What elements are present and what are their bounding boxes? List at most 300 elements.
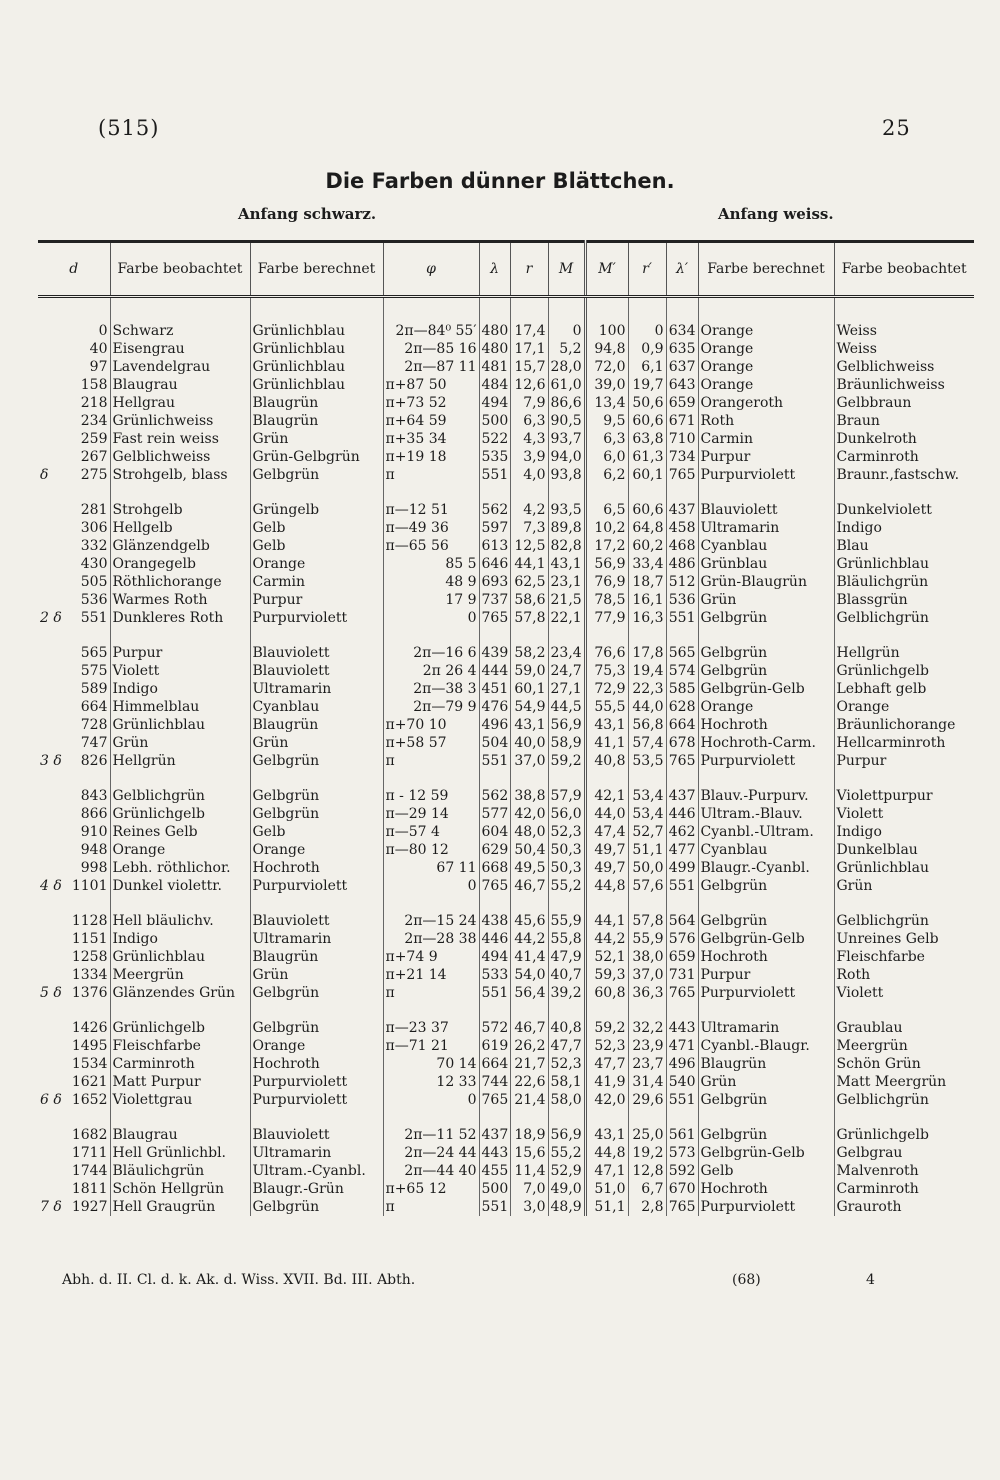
table-cell: π - 12 59 [383, 787, 479, 805]
table-cell: Purpur [250, 591, 383, 609]
table-cell: Hellgrün [834, 644, 974, 662]
table-cell: 40,0 [510, 734, 548, 752]
table-cell: 59,2 [548, 752, 585, 770]
table-cell: π—23 37 [383, 1019, 479, 1037]
table-cell: 60,8 [585, 984, 628, 1002]
table-cell: Orange [698, 358, 834, 376]
table-cell: Grün-Gelbgrün [250, 448, 383, 466]
table-cell: 47,1 [585, 1162, 628, 1180]
table-cell: 19,2 [628, 1144, 666, 1162]
col-header: Farbe berechnet [698, 242, 834, 297]
table-cell: Carmin [250, 573, 383, 591]
table-cell: 52,3 [548, 1055, 585, 1073]
table-cell: Hochroth [250, 859, 383, 877]
table-cell: Unreines Gelb [834, 930, 974, 948]
table-cell: 85 5 [383, 555, 479, 573]
table-cell: 551 [479, 984, 510, 1002]
table-cell: Grauroth [834, 1198, 974, 1216]
page-number-right: 25 [882, 116, 911, 140]
table-cell: 77,9 [585, 609, 628, 627]
table-cell: Gelblichgrün [834, 1091, 974, 1109]
table-row [38, 787, 974, 805]
table-cell: 551 [666, 877, 698, 895]
table-cell: Himmelblau [110, 698, 250, 716]
table-header-row [38, 242, 974, 297]
table-cell: 38,0 [628, 948, 666, 966]
table-cell: 17,8 [628, 644, 666, 662]
table-cell: π [383, 1198, 479, 1216]
table-cell: 6,3 [585, 430, 628, 448]
table-cell: 70 14 [383, 1055, 479, 1073]
table-cell: 42,0 [585, 1091, 628, 1109]
table-cell: 562 [479, 787, 510, 805]
table-cell: 446 [666, 805, 698, 823]
table-cell: Grün [250, 734, 383, 752]
table-cell: Orange [698, 698, 834, 716]
table-cell: 53,5 [628, 752, 666, 770]
table-row [38, 680, 974, 698]
table-cell: 44,2 [585, 930, 628, 948]
table-cell: 56,4 [510, 984, 548, 1002]
table-cell: 0 [383, 609, 479, 627]
table-cell: Gelbgrün [250, 805, 383, 823]
table-cell: Orange [698, 376, 834, 394]
table-cell: 6,0 [585, 448, 628, 466]
table-cell: 2,8 [628, 1198, 666, 1216]
table-cell: Malvenroth [834, 1162, 974, 1180]
table-row [38, 1073, 974, 1091]
table-cell: Gelblichgrün [834, 912, 974, 930]
table-cell: Gelbgrün [698, 1126, 834, 1144]
table-cell: 63,8 [628, 430, 666, 448]
table-row [38, 412, 974, 430]
table-cell: 6,5 [585, 501, 628, 519]
table-cell: Bräunlichweiss [834, 376, 974, 394]
table-cell: Lavendelgrau [110, 358, 250, 376]
table-cell: 17,4 [510, 322, 548, 340]
table-cell: 55,8 [548, 930, 585, 948]
table-cell: 50,3 [548, 841, 585, 859]
table-cell: 332 [80, 538, 108, 554]
table-cell: Schön Hellgrün [110, 1180, 250, 1198]
table-cell: 6,2 [585, 466, 628, 484]
table-cell: 597 [479, 519, 510, 537]
thickness-value: 551 [80, 610, 108, 626]
table-row [38, 501, 974, 519]
table-cell: Gelblichgrün [110, 787, 250, 805]
table-cell: Gelbgrün [250, 1198, 383, 1216]
table-row [38, 698, 974, 716]
table-cell: 55,9 [628, 930, 666, 948]
table-cell: 218 [80, 395, 108, 411]
table-cell: 551 [479, 1198, 510, 1216]
table-cell: Violettpurpur [834, 787, 974, 805]
table-cell: 17 9 [383, 591, 479, 609]
group-spacer [38, 895, 974, 912]
table-cell: 55,9 [548, 912, 585, 930]
col-header: Farbe beobachtet [110, 242, 250, 297]
table-cell: 45,6 [510, 912, 548, 930]
table-cell: Blaugr.-Cyanbl. [698, 859, 834, 877]
table-cell: 731 [666, 966, 698, 984]
table-cell: 94,0 [548, 448, 585, 466]
table-cell [38, 609, 110, 627]
table-cell: 28,0 [548, 358, 585, 376]
table-cell: π+87 50 [383, 376, 479, 394]
table-cell: 37,0 [510, 752, 548, 770]
table-cell: 59,2 [585, 1019, 628, 1037]
table-cell: Blaugrün [250, 948, 383, 966]
table-row [38, 662, 974, 680]
table-cell: Hellcarminroth [834, 734, 974, 752]
table-cell: Orangegelb [110, 555, 250, 573]
table-cell: Meergrün [110, 966, 250, 984]
table-cell: 44,8 [585, 1144, 628, 1162]
thickness-value: 1652 [71, 1092, 108, 1108]
table-cell: Weiss [834, 340, 974, 358]
table-cell: Orange [698, 340, 834, 358]
table-cell: 11,4 [510, 1162, 548, 1180]
table-cell: 1426 [71, 1020, 108, 1036]
table-cell: 910 [80, 824, 108, 840]
table-cell: 52,1 [585, 948, 628, 966]
table-cell: Gelbgrün-Gelb [698, 680, 834, 698]
table-cell: 23,9 [628, 1037, 666, 1055]
table-cell: Purpurviolett [698, 1198, 834, 1216]
table-row [38, 716, 974, 734]
table-cell: Gelblichgrün [834, 609, 974, 627]
table-cell: 0 [383, 1091, 479, 1109]
table-cell: 44,5 [548, 698, 585, 716]
table-cell: Eisengrau [110, 340, 250, 358]
table-cell: π [383, 466, 479, 484]
table-cell: Violettgrau [110, 1091, 250, 1109]
table-cell: 659 [666, 394, 698, 412]
table-cell: 2π—16 6 [383, 644, 479, 662]
table-cell: Cyanblau [250, 698, 383, 716]
table-cell: 12,6 [510, 376, 548, 394]
table-cell: Dunkelroth [834, 430, 974, 448]
table-cell: 50,0 [628, 859, 666, 877]
table-cell: Gelbgrün [250, 787, 383, 805]
table-cell: Ultram.-Blauv. [698, 805, 834, 823]
table-cell: Grünlichgelb [834, 1126, 974, 1144]
table-row [38, 752, 974, 770]
table-cell: Carminroth [834, 1180, 974, 1198]
table-cell: 53,4 [628, 805, 666, 823]
table-cell: 451 [479, 680, 510, 698]
table-cell: 438 [479, 912, 510, 930]
table-cell: Indigo [834, 519, 974, 537]
table-cell: 2π—87 11 [383, 358, 479, 376]
col-header: r [510, 242, 548, 297]
group-label: 2 δ [40, 610, 62, 626]
table-cell: Purpurviolett [250, 609, 383, 627]
table-cell: 948 [80, 842, 108, 858]
table-cell: Gelbgrün [250, 984, 383, 1002]
table-cell: Braun [834, 412, 974, 430]
table-cell: 664 [80, 699, 108, 715]
table-cell: 613 [479, 537, 510, 555]
table-cell: 41,1 [585, 734, 628, 752]
table-cell: 47,4 [585, 823, 628, 841]
table-cell: 670 [666, 1180, 698, 1198]
table-cell: 52,3 [548, 823, 585, 841]
page-number-left: (515) [98, 116, 160, 140]
table-cell: 574 [666, 662, 698, 680]
table-cell: 42,0 [510, 805, 548, 823]
table-cell: 89,8 [548, 519, 585, 537]
table-cell: π+65 12 [383, 1180, 479, 1198]
table-cell: 635 [666, 340, 698, 358]
table-cell: Purpur [834, 752, 974, 770]
table-cell: 19,4 [628, 662, 666, 680]
table-cell: Ultram.-Cyanbl. [250, 1162, 383, 1180]
table-cell: 2π—38 3 [383, 680, 479, 698]
table-cell: Hochroth-Carm. [698, 734, 834, 752]
table-row [38, 644, 974, 662]
table-row [38, 734, 974, 752]
table-cell: 728 [80, 717, 108, 733]
table-cell: 22,1 [548, 609, 585, 627]
table-row [38, 376, 974, 394]
table-cell: 57,6 [628, 877, 666, 895]
table-row [38, 322, 974, 340]
thickness-value: 1101 [71, 878, 108, 894]
table-cell: Grünlichblau [250, 358, 383, 376]
table-cell: Gelb [250, 823, 383, 841]
table-row [38, 358, 974, 376]
table-cell: Ultramarin [250, 1144, 383, 1162]
table-cell: 6,7 [628, 1180, 666, 1198]
table-cell: 551 [479, 466, 510, 484]
table-cell: 9,5 [585, 412, 628, 430]
table-cell: 41,4 [510, 948, 548, 966]
table-cell: 496 [479, 716, 510, 734]
table-cell: 505 [80, 574, 108, 590]
table-cell [38, 1198, 110, 1216]
group-spacer [38, 770, 974, 787]
table-cell: Blauviolett [698, 501, 834, 519]
table-cell: π—49 36 [383, 519, 479, 537]
table-cell: Dunkelblau [834, 841, 974, 859]
table-cell: Grün [250, 430, 383, 448]
table-cell: 2π—79 9 [383, 698, 479, 716]
table-row [38, 1091, 974, 1109]
table-cell: Ultramarin [698, 1019, 834, 1037]
table-cell: 57,8 [510, 609, 548, 627]
col-header: r′ [628, 242, 666, 297]
table-cell: Gelbgrün-Gelb [698, 1144, 834, 1162]
table-cell: 46,7 [510, 877, 548, 895]
table-cell: 281 [80, 502, 108, 518]
table-cell: Glänzendgelb [110, 537, 250, 555]
group-label: 6 δ [40, 1092, 62, 1108]
table-row [38, 1126, 974, 1144]
table-cell: 75,3 [585, 662, 628, 680]
table-cell: 23,7 [628, 1055, 666, 1073]
table-cell: 86,6 [548, 394, 585, 412]
table-cell: 499 [666, 859, 698, 877]
page-title: Die Farben dünner Blättchen. [325, 169, 675, 193]
table-cell: Blaugrün [698, 1055, 834, 1073]
table-cell: Blauviolett [250, 662, 383, 680]
table-cell: 477 [666, 841, 698, 859]
table-cell: 37,0 [628, 966, 666, 984]
table-cell: 480 [479, 322, 510, 340]
table-cell: 551 [666, 1091, 698, 1109]
table-row [38, 340, 974, 358]
table-cell: 3,0 [510, 1198, 548, 1216]
table-cell: 1258 [71, 949, 108, 965]
table-cell: Blauv.-Purpurv. [698, 787, 834, 805]
table-cell: Matt Meergrün [834, 1073, 974, 1091]
group-spacer [38, 484, 974, 501]
table-cell: 575 [80, 663, 108, 679]
table-row [38, 573, 974, 591]
table-cell: 33,4 [628, 555, 666, 573]
table-cell: Carminroth [110, 1055, 250, 1073]
table-cell: 43,1 [585, 716, 628, 734]
table-cell: 90,5 [548, 412, 585, 430]
table-cell: 306 [80, 520, 108, 536]
table-cell: Grünlichblau [250, 340, 383, 358]
table-row [38, 841, 974, 859]
table-cell: Orange [834, 698, 974, 716]
table-cell: 51,1 [585, 1198, 628, 1216]
table-cell: Hell Graugrün [110, 1198, 250, 1216]
table-cell: 628 [666, 698, 698, 716]
table-cell: 93,7 [548, 430, 585, 448]
table-cell: 55,2 [548, 877, 585, 895]
table-cell: 455 [479, 1162, 510, 1180]
table-cell: Hell bläulichv. [110, 912, 250, 930]
table-cell: 46,7 [510, 1019, 548, 1037]
table-cell: 998 [80, 860, 108, 876]
table-cell: 2π—44 40 [383, 1162, 479, 1180]
table-cell: 551 [479, 752, 510, 770]
table-cell: 643 [666, 376, 698, 394]
table-row [38, 984, 974, 1002]
table-cell: 3,9 [510, 448, 548, 466]
table-cell: Blaugrün [250, 716, 383, 734]
table-cell: Orange [110, 841, 250, 859]
table-cell: 40 [89, 341, 108, 357]
table-cell: 765 [479, 877, 510, 895]
table-cell: 496 [666, 1055, 698, 1073]
table-cell: Grünlichgelb [110, 1019, 250, 1037]
table-cell: 2π—28 38 [383, 930, 479, 948]
table-cell: 500 [479, 1180, 510, 1198]
table-cell: 1128 [71, 913, 108, 929]
thickness-value: 826 [80, 753, 108, 769]
table-cell: Gelbgrün [698, 662, 834, 680]
table-cell: Reines Gelb [110, 823, 250, 841]
table-cell: 49,7 [585, 859, 628, 877]
table-cell: 1711 [71, 1145, 108, 1161]
table-cell: Gelbbraun [834, 394, 974, 412]
table-cell: Gelbgrün [698, 877, 834, 895]
table-cell: 16,3 [628, 609, 666, 627]
footer-signature: 4 [866, 1272, 875, 1288]
table-cell: 585 [666, 680, 698, 698]
table-cell: 1621 [71, 1074, 108, 1090]
table-cell: 40,8 [585, 752, 628, 770]
table-cell: 51,1 [628, 841, 666, 859]
table-cell: 430 [80, 556, 108, 572]
table-cell [38, 466, 110, 484]
table-cell: Dunkleres Roth [110, 609, 250, 627]
table-cell: 17,1 [510, 340, 548, 358]
table-cell: Gelb [698, 1162, 834, 1180]
table-cell: 234 [80, 413, 108, 429]
table-cell: Cyanbl.-Blaugr. [698, 1037, 834, 1055]
table-cell: 93,8 [548, 466, 585, 484]
table-cell: 38,8 [510, 787, 548, 805]
table-cell: Ultramarin [698, 519, 834, 537]
table-cell: π+73 52 [383, 394, 479, 412]
table-cell: 536 [80, 592, 108, 608]
table-cell: 561 [666, 1126, 698, 1144]
table-row [38, 555, 974, 573]
table-cell: 12,5 [510, 537, 548, 555]
table-cell: 462 [666, 823, 698, 841]
table-cell: Gelblichweiss [110, 448, 250, 466]
col-header: Farbe berechnet [250, 242, 383, 297]
table-cell: Grünlichblau [110, 716, 250, 734]
table-cell: Indigo [110, 930, 250, 948]
table-cell: 4,3 [510, 430, 548, 448]
table-cell: 7,0 [510, 1180, 548, 1198]
table-cell: 259 [80, 431, 108, 447]
table-cell: 866 [80, 806, 108, 822]
table-cell: Gelb [250, 519, 383, 537]
table-cell: Grün [834, 877, 974, 895]
group-spacer [38, 627, 974, 644]
table-row [38, 591, 974, 609]
table-cell: 533 [479, 966, 510, 984]
table-row [38, 1037, 974, 1055]
table-cell: 67 11 [383, 859, 479, 877]
table-cell: Orangeroth [698, 394, 834, 412]
table-cell: π—57 4 [383, 823, 479, 841]
table-cell: 52,3 [585, 1037, 628, 1055]
group-label: δ [40, 467, 49, 483]
table-cell: 668 [479, 859, 510, 877]
table-cell: 512 [666, 573, 698, 591]
table-cell: Grün [698, 591, 834, 609]
table-cell: 734 [666, 448, 698, 466]
table-cell: Cyanbl.-Ultram. [698, 823, 834, 841]
table-cell: Grünlichblau [834, 859, 974, 877]
table-cell: 765 [666, 466, 698, 484]
table-cell: 52,9 [548, 1162, 585, 1180]
table-cell: 24,7 [548, 662, 585, 680]
table-cell: 44,1 [585, 912, 628, 930]
table-cell: 23,4 [548, 644, 585, 662]
table-cell: 535 [479, 448, 510, 466]
table-row [38, 877, 974, 895]
table-cell: 56,9 [548, 716, 585, 734]
table-cell: Blaugrau [110, 376, 250, 394]
table-cell: π [383, 984, 479, 1002]
table-cell: Weiss [834, 322, 974, 340]
table-cell: Purpurviolett [250, 877, 383, 895]
table-row [38, 1144, 974, 1162]
col-header: Farbe beobachtet [834, 242, 974, 297]
table-cell: 619 [479, 1037, 510, 1055]
table-cell: 710 [666, 430, 698, 448]
